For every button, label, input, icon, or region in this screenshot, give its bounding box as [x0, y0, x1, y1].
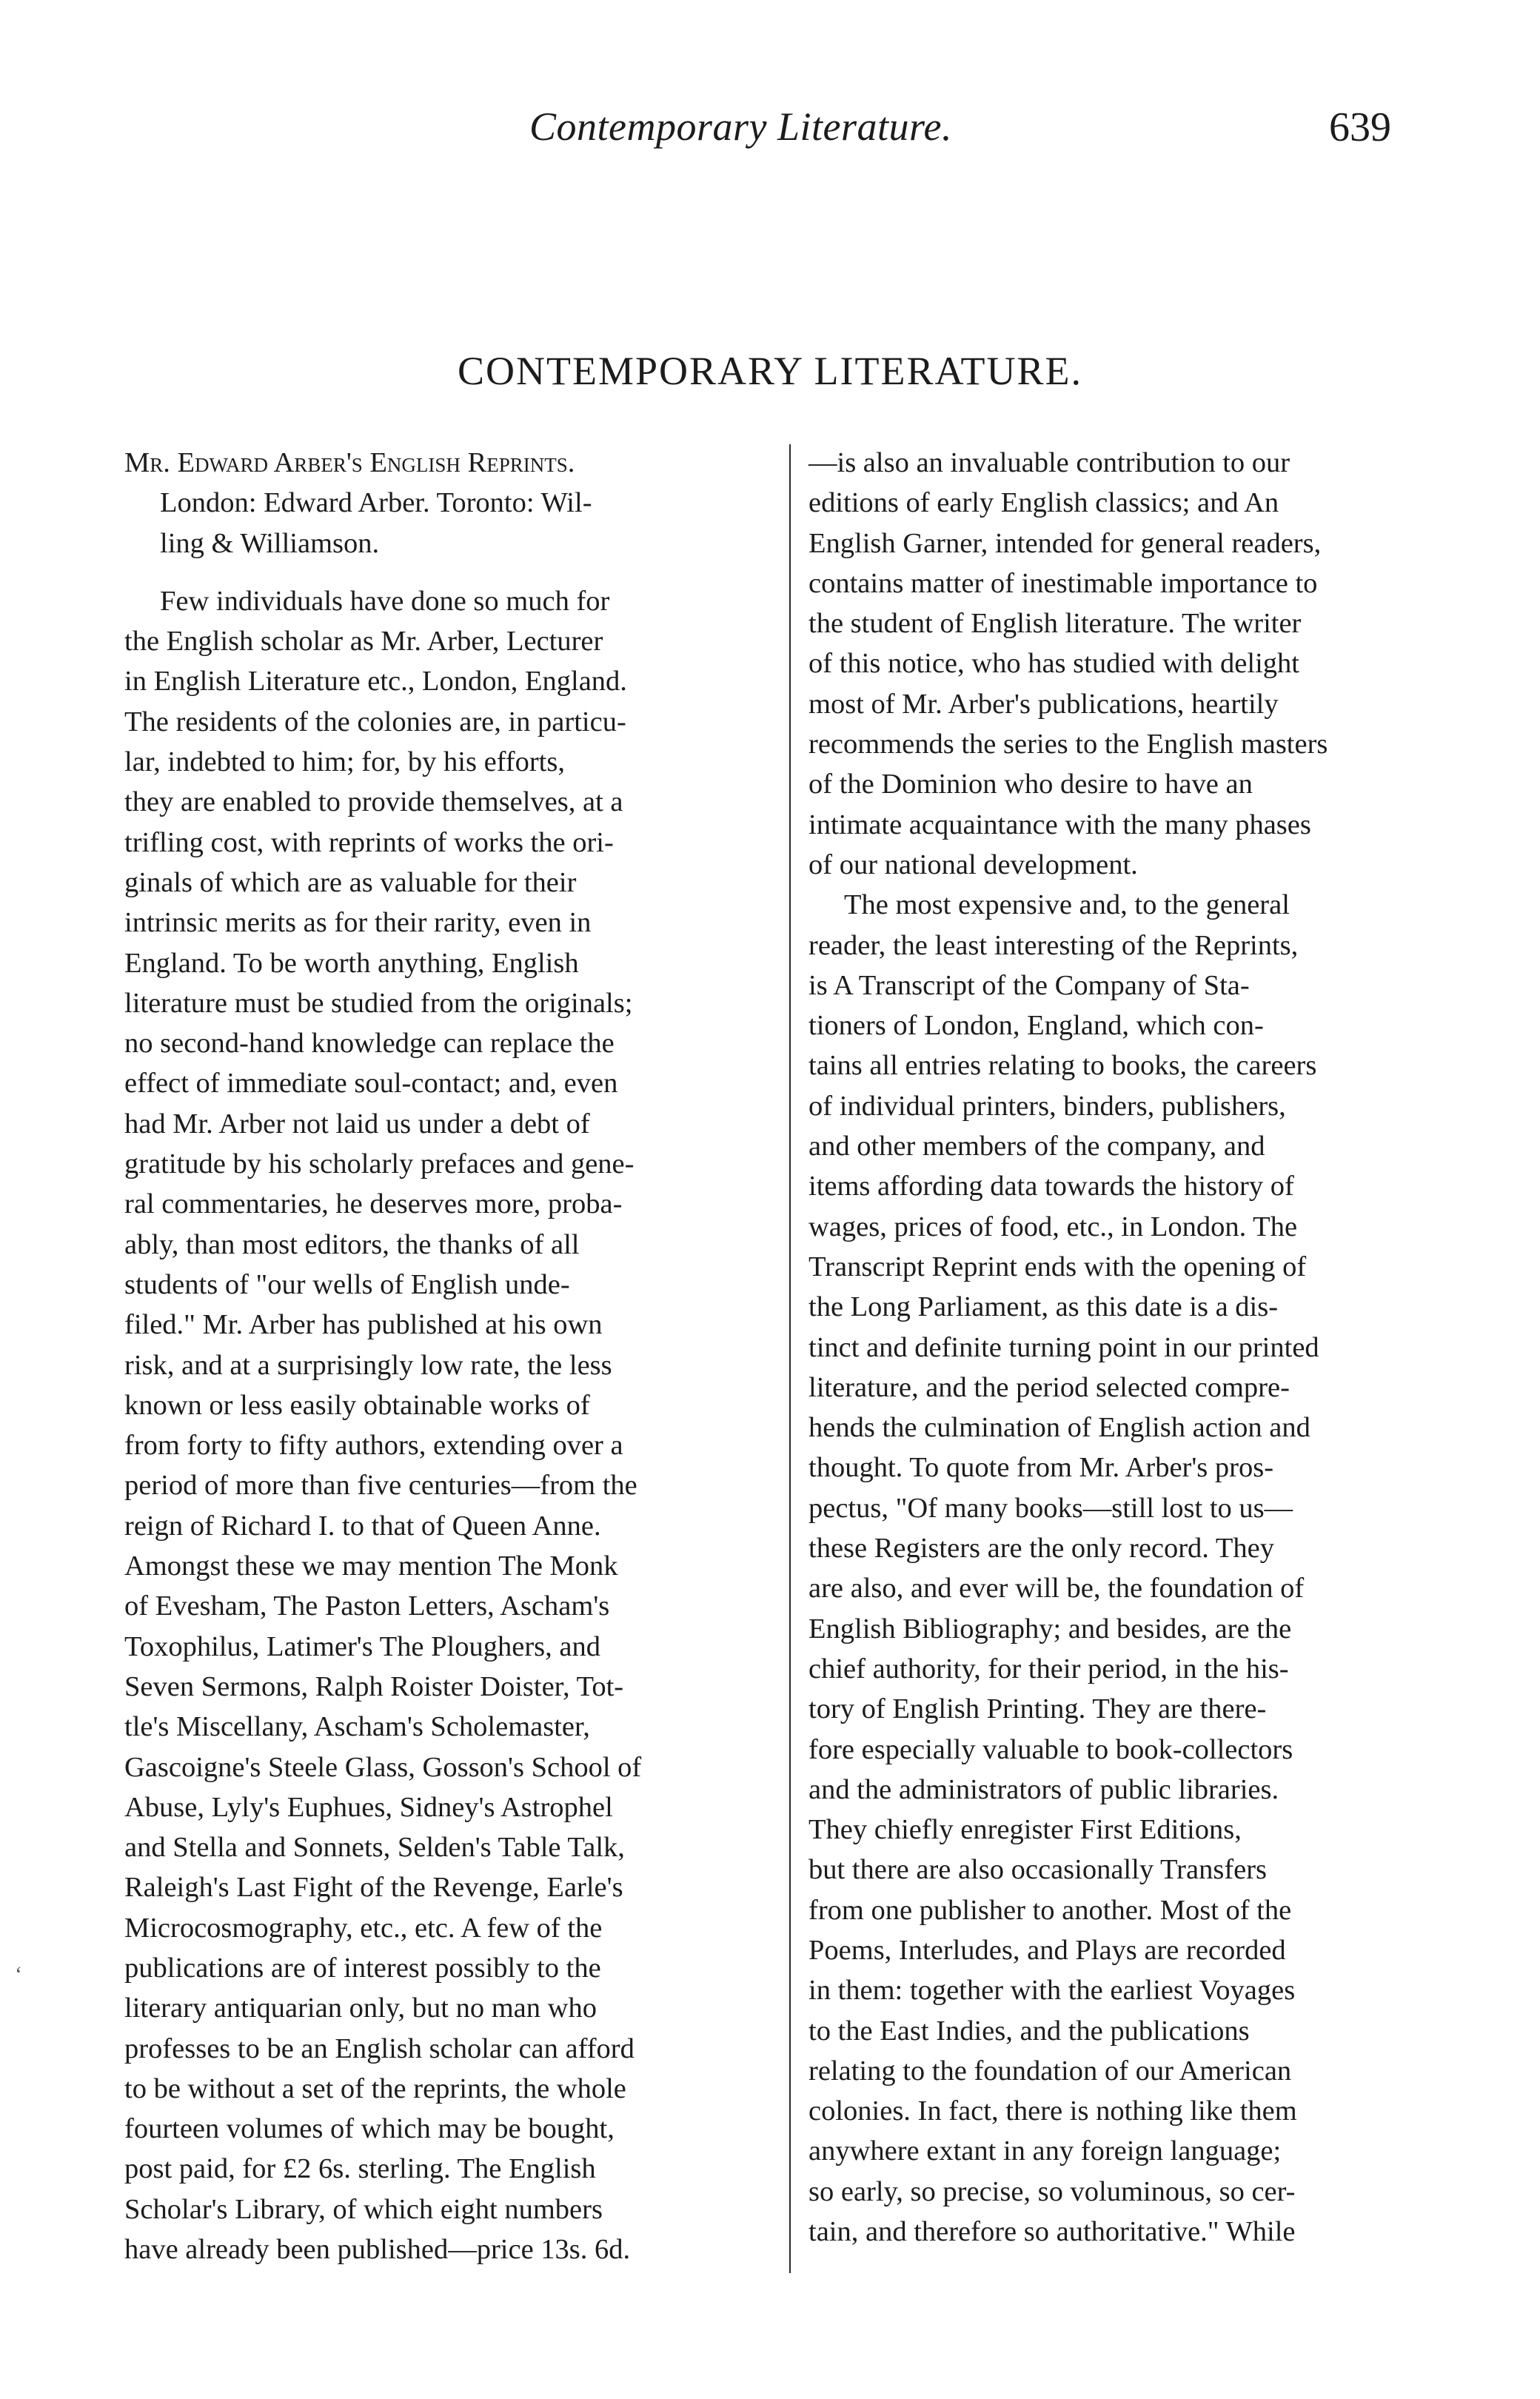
text-line: English Garner, intended for general readers, — [808, 527, 1322, 559]
text-line: risk, and at a surprisingly low rate, the less — [124, 1349, 612, 1381]
text-line: to the East Indies, and the publications — [808, 2015, 1250, 2047]
heading-line: London: Edward Arber. Toronto: Wil- — [160, 487, 592, 519]
text-line: students of "our wells of English unde- — [124, 1268, 570, 1300]
text-line: but there are also occasionally Transfers — [808, 1854, 1268, 1886]
text-line: The most expensive and, to the general — [844, 889, 1290, 921]
text-line: they are enabled to provide themselves, at a — [124, 786, 623, 818]
text-line: is A Transcript of the Company of Sta- — [808, 969, 1250, 1001]
text-line: Scholar's Library, of which eight numbers — [124, 2193, 603, 2225]
text-line: wages, prices of food, etc., in London. The — [808, 1211, 1298, 1242]
text-line: in them: together with the earliest Voyages — [808, 1975, 1296, 2007]
text-line: of our national development. — [808, 849, 1138, 880]
text-line: these Registers are the only record. They — [808, 1533, 1274, 1565]
text-line: and other members of the company, and — [808, 1131, 1265, 1162]
text-line: and Stella and Sonnets, Selden's Table Talk, — [124, 1832, 625, 1864]
review-body — [124, 581, 754, 2269]
text-line: so early, so precise, so voluminous, so cer- — [808, 2175, 1296, 2207]
text-line: most of Mr. Arber's publications, heartily — [808, 688, 1279, 720]
text-line: The residents of the colonies are, in particu- — [124, 706, 626, 737]
text-line: Raleigh's Last Fight of the Revenge, Earle's — [124, 1872, 623, 1904]
text-line: relating to the foundation of our American — [808, 2055, 1292, 2087]
right-column — [808, 443, 1438, 2252]
text-line: no second-hand knowledge can replace the — [124, 1028, 615, 1060]
text-line: tle's Miscellany, Ascham's Scholemaster, — [124, 1711, 590, 1743]
text-line: from one publisher to another. Most of the — [808, 1894, 1292, 1926]
text-line: and the administrators of public libraries. — [808, 1773, 1279, 1805]
text-line: to be without a set of the reprints, the whole — [124, 2072, 626, 2104]
text-line: recommends the series to the English masters — [808, 729, 1328, 760]
text-line: effect of immediate soul-contact; and, even — [124, 1068, 618, 1100]
text-line: tain, and therefore so authoritative." While — [808, 2216, 1296, 2248]
text-line: the English scholar as Mr. Arber, Lecturer — [124, 626, 603, 658]
text-line: fore especially valuable to book-collectors — [808, 1733, 1293, 1765]
text-line: hends the culmination of English action and — [808, 1412, 1310, 1444]
text-line: tinct and definite turning point in our printed — [808, 1331, 1319, 1363]
text-line: chief authority, for their period, in the his- — [808, 1653, 1289, 1684]
left-column — [124, 443, 754, 2269]
text-line: Abuse, Lyly's Euphues, Sidney's Astrophel — [124, 1791, 613, 1823]
text-line: —is also an invaluable contribution to our — [808, 447, 1290, 478]
text-line: tory of English Printing. They are there- — [808, 1693, 1267, 1725]
text-line: of the Dominion who desire to have an — [808, 769, 1253, 800]
text-line: from forty to fifty authors, extending over a — [124, 1430, 623, 1462]
text-line: are also, and ever will be, the foundation of — [808, 1573, 1305, 1605]
text-line: intimate acquaintance with the many phases — [808, 809, 1311, 840]
margin-mark: ʻ — [15, 1962, 22, 1987]
text-line: literature, and the period selected compre- — [808, 1371, 1290, 1403]
text-line: Transcript Reprint ends with the opening of — [808, 1251, 1307, 1282]
text-line: the student of English literature. The writer — [808, 608, 1302, 640]
text-line: tains all entries relating to books, the careers — [808, 1050, 1317, 1082]
text-line: pectus, "Of many books—still lost to us— — [808, 1492, 1293, 1524]
text-line: gratitude by his scholarly prefaces and gene- — [124, 1148, 635, 1180]
text-line: fourteen volumes of which may be bought, — [124, 2113, 615, 2145]
section-title: CONTEMPORARY LITERATURE. — [457, 349, 1083, 393]
text-line: literary antiquarian only, but no man who — [124, 1993, 597, 2024]
text-line: trifling cost, with reprints of works the ori- — [124, 826, 614, 858]
text-line: anywhere extant in any foreign language; — [808, 2135, 1282, 2167]
page-number: 639 — [1329, 104, 1391, 150]
text-line: lar, indebted to him; for, by his efforts, — [124, 746, 565, 778]
text-line: ably, than most editors, the thanks of all — [124, 1228, 580, 1260]
text-line: thought. To quote from Mr. Arber's pros- — [808, 1452, 1274, 1484]
text-line: colonies. In fact, there is nothing like them — [808, 2095, 1297, 2127]
text-line: period of more than five centuries—from the — [124, 1470, 637, 1502]
heading-line: ling & Williamson. — [160, 527, 380, 559]
text-line: publications are of interest possibly to the — [124, 1952, 601, 1984]
text-line: the Long Parliament, as this date is a dis- — [808, 1291, 1279, 1323]
text-line: Amongst these we may mention The Monk — [124, 1550, 618, 1582]
text-line: tioners of London, England, which con- — [808, 1010, 1264, 1042]
text-line: literature must be studied from the originals; — [124, 987, 633, 1019]
text-line: Microcosmography, etc., etc. A few of the — [124, 1912, 603, 1944]
review-heading — [124, 443, 754, 563]
text-line: post paid, for £2 6s. sterling. The English — [124, 2153, 596, 2185]
text-line: Toxophilus, Latimer's The Ploughers, and — [124, 1630, 600, 1662]
text-line: editions of early English classics; and An — [808, 487, 1279, 519]
text-line: Seven Sermons, Ralph Roister Doister, Tot- — [124, 1670, 624, 1702]
text-line: Few individuals have done so much for — [160, 585, 610, 617]
text-line: reader, the least interesting of the Reprints, — [808, 929, 1299, 961]
text-line: Gascoigne's Steele Glass, Gosson's School of — [124, 1751, 642, 1783]
text-line: known or less easily obtainable works of — [124, 1389, 590, 1421]
text-line: have already been published—price 13s. 6d. — [124, 2234, 631, 2266]
text-line: of individual printers, binders, publishers, — [808, 1090, 1286, 1122]
text-line: England. To be worth anything, English — [124, 947, 579, 979]
text-line: reign of Richard I. to that of Queen Anne. — [124, 1510, 601, 1542]
text-line: professes to be an English scholar can afford — [124, 2032, 635, 2064]
column-divider — [789, 444, 791, 2273]
text-line: English Bibliography; and besides, are the — [808, 1613, 1292, 1644]
text-line: of Evesham, The Paston Letters, Ascham's — [124, 1590, 610, 1622]
text-line: ral commentaries, he deserves more, proba- — [124, 1188, 623, 1220]
text-line: of this notice, who has studied with delight — [808, 648, 1299, 680]
text-line: filed." Mr. Arber has published at his own — [124, 1309, 603, 1341]
text-line: items affording data towards the history of — [808, 1171, 1294, 1202]
text-line: had Mr. Arber not laid us under a debt of — [124, 1108, 590, 1140]
text-line: in English Literature etc., London, England. — [124, 666, 627, 697]
running-title: Contemporary Literature. — [529, 104, 952, 149]
text-line: intrinsic merits as for their rarity, even in — [124, 907, 592, 939]
text-line: ginals of which are as valuable for their — [124, 866, 577, 898]
text-line: contains matter of inestimable importance to — [808, 567, 1318, 599]
heading-line: Mr. Edward Arber's English Reprints. — [124, 447, 575, 478]
text-line: They chiefly enregister First Editions, — [808, 1814, 1242, 1846]
text-line: Poems, Interludes, and Plays are recorded — [808, 1934, 1286, 1966]
